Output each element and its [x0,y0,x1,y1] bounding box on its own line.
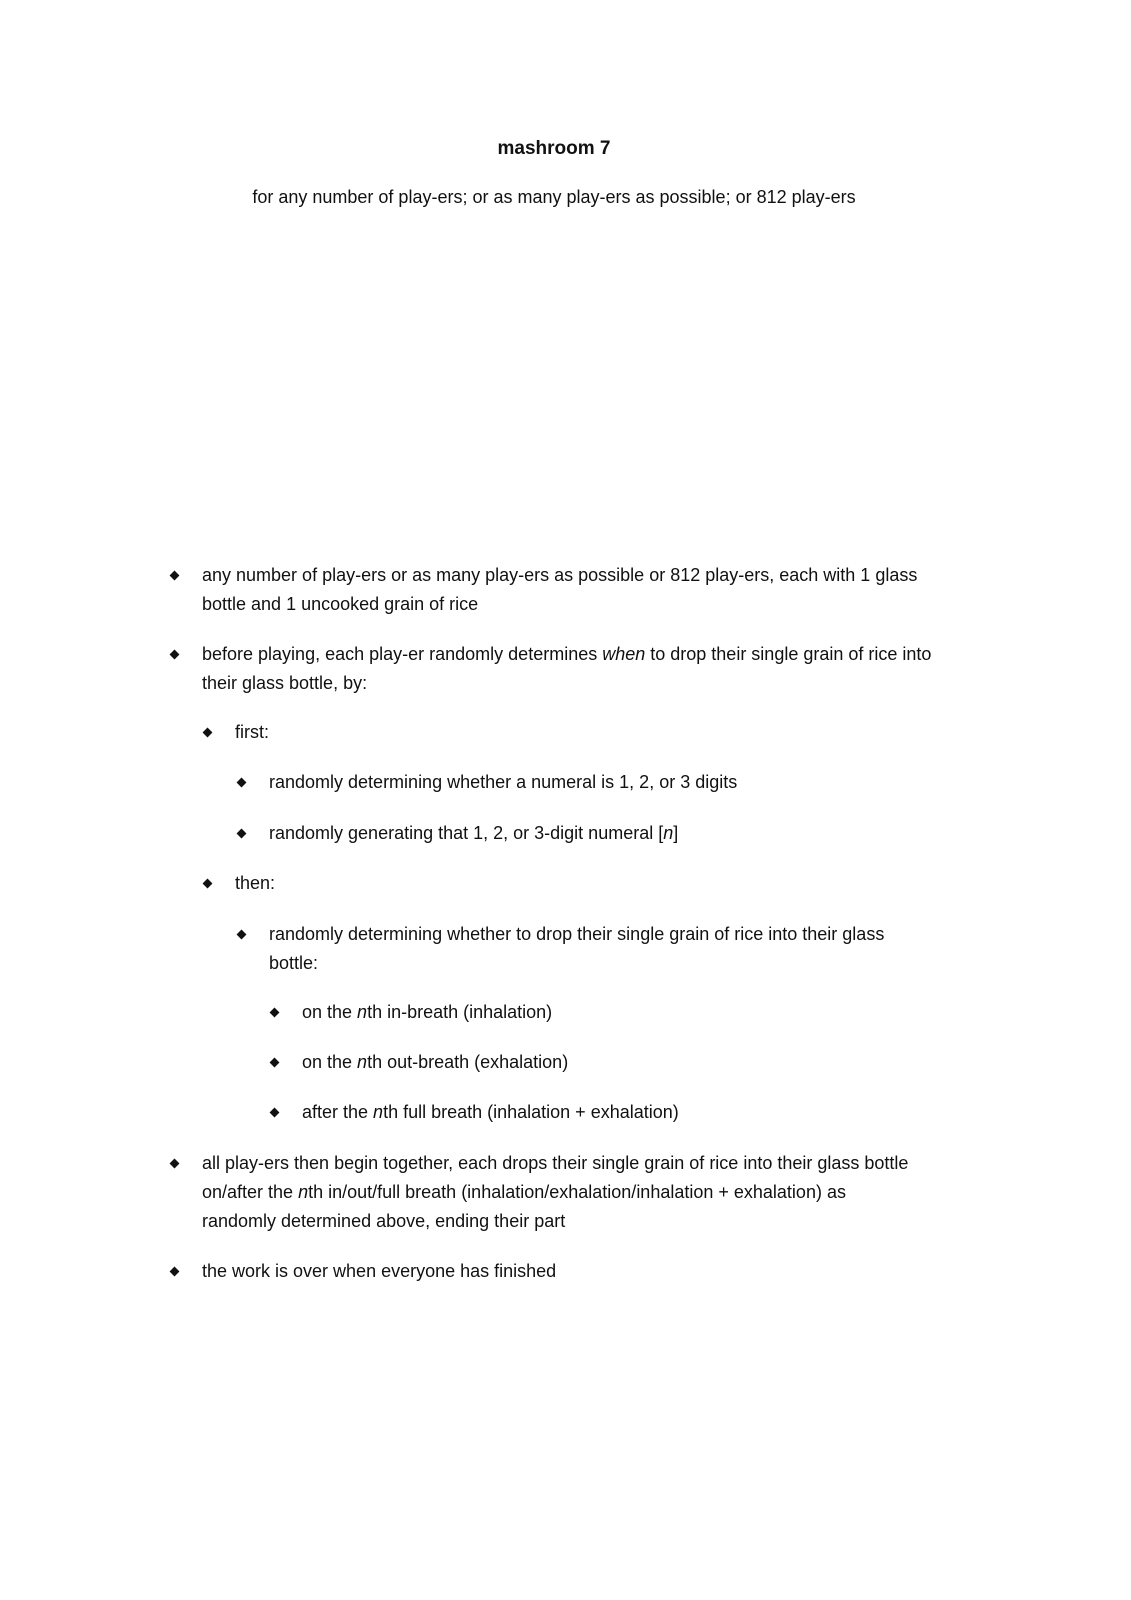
list-item-text: first: [235,722,269,742]
list-item-begin-together [202,1149,992,1236]
list-item-text: the work is over when everyone has finished [202,1261,557,1281]
bullet-icon [237,829,247,839]
list-item-text: after the nth full breath (inhalation + exhalation) [302,1102,679,1122]
list-item-out-breath [302,1048,972,1077]
list-item-text: randomly determined above, ending their part [202,1211,566,1231]
list-item-text: randomly determining whether to drop their single grain of rice into their glass [269,924,885,944]
list-item-text: bottle: [269,953,319,973]
bullet-icon [237,930,247,940]
bullet-icon [170,650,180,660]
list-item-text: their glass bottle, by: [202,673,368,693]
list-item-text: all play-ers then begin together, each drops their single grain of rice into their glass bottle [202,1153,909,1173]
document-title: mashroom 7 [497,138,611,159]
list-item-digits [269,768,969,797]
bullet-icon [170,1267,180,1277]
list-item-text: before playing, each play-er randomly determines when to drop their single grain of rice into [202,644,932,664]
list-item-text: bottle and 1 uncooked grain of rice [202,594,479,614]
list-item-work-over [202,1257,992,1286]
list-item-text: on/after the nth in/out/full breath (inhalation/exhalation/inhalation + exhalation) as [202,1182,846,1202]
list-item-text: on the nth in-breath (inhalation) [302,1002,553,1022]
bullet-icon [270,1058,280,1068]
list-item-text: randomly generating that 1, 2, or 3-digit numeral [n] [269,823,679,843]
bullet-icon [270,1108,280,1118]
bullet-icon [203,879,213,889]
list-item-whether [269,920,969,978]
list-item-before-playing [202,640,992,698]
list-item-in-breath [302,998,972,1027]
list-item-text: on the nth out-breath (exhalation) [302,1052,569,1072]
list-item-text: then: [235,873,276,893]
document-subtitle: for any number of play-ers; or as many play-ers as possible; or 812 play-ers [252,187,856,207]
list-item-first [235,718,995,747]
list-item-text: any number of play-ers or as many play-ers as possible or 812 play-ers, each with 1 glass [202,565,918,585]
bullet-icon [237,778,247,788]
list-item-players [202,561,992,619]
list-item-then [235,869,995,898]
bullet-icon [203,728,213,738]
bullet-icon [270,1008,280,1018]
bullet-icon [170,1159,180,1169]
bullet-icon [170,571,180,581]
list-item-full-breath [302,1098,972,1127]
list-item-text: randomly determining whether a numeral is 1, 2, or 3 digits [269,772,738,792]
list-item-generate [269,819,969,848]
